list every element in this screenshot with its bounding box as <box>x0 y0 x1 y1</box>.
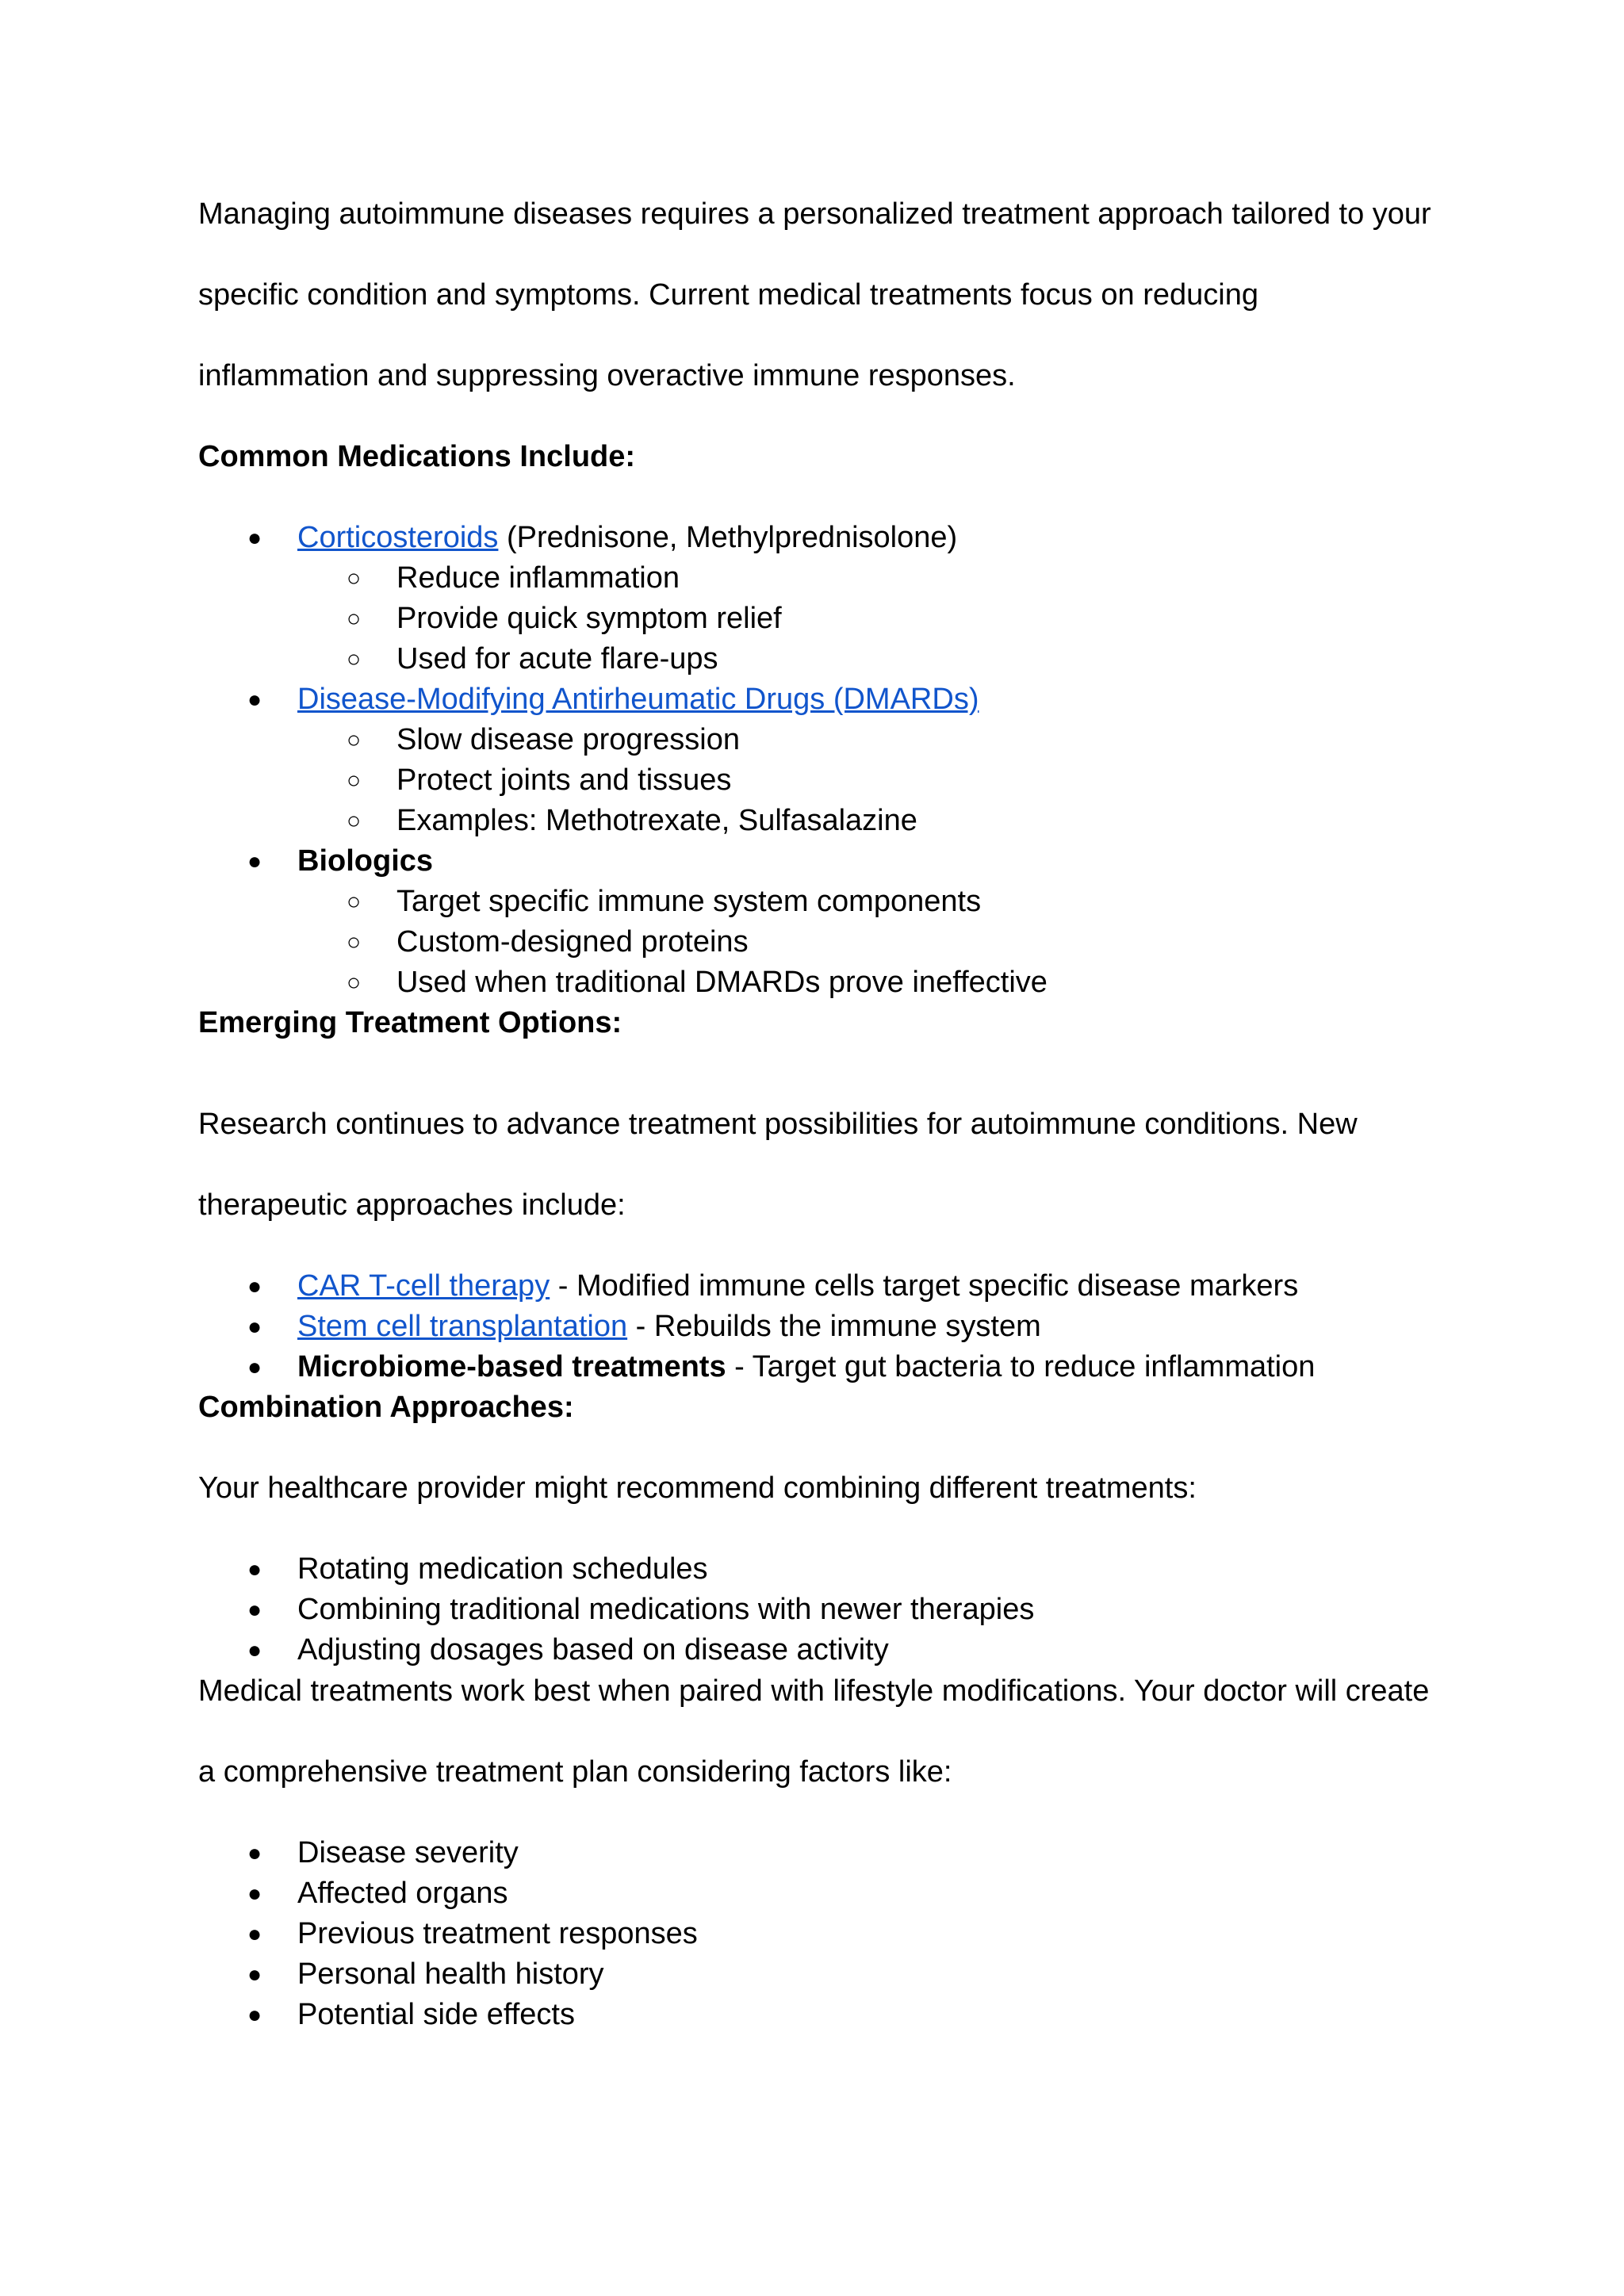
list-item-text: Disease severity <box>297 1836 519 1869</box>
emerging-treatments-heading: Emerging Treatment Options: <box>198 1006 622 1039</box>
list-item <box>198 1954 1435 1995</box>
sub-list <box>297 882 1435 1003</box>
list-item-text: Previous treatment responses <box>297 1917 698 1950</box>
sub-list-item <box>297 882 1435 922</box>
list-item-text: Combining traditional medications with newer therapies <box>297 1593 1035 1626</box>
hollow-bullet-icon: ○ <box>347 970 362 996</box>
filled-bullet-icon: ● <box>247 1961 262 1988</box>
emerging-paragraph: Research continues to advance treatment possibilities for autoimmune conditions. New therapeutic approaches include: <box>198 1108 1358 1222</box>
filled-bullet-icon: ● <box>247 1637 262 1663</box>
hollow-bullet-icon: ○ <box>347 727 362 753</box>
hollow-bullet-icon: ○ <box>347 889 362 915</box>
list-item <box>198 1995 1435 2035</box>
hollow-bullet-icon: ○ <box>347 646 362 672</box>
list-item <box>198 1630 1435 1670</box>
list-item <box>198 1347 1435 1387</box>
list-item <box>198 1873 1435 1914</box>
biologics-label: Biologics <box>297 844 434 878</box>
filled-bullet-icon: ● <box>247 2002 262 2028</box>
list-item <box>198 1833 1435 1873</box>
sub-list <box>297 558 1435 679</box>
hollow-bullet-icon: ○ <box>347 565 362 591</box>
hollow-bullet-icon: ○ <box>347 808 362 834</box>
sub-list <box>297 720 1435 841</box>
dmards-link[interactable]: Disease-Modifying Antirheumatic Drugs (DMARDs) <box>297 683 979 716</box>
common-medications-heading: Common Medications Include: <box>198 440 636 473</box>
microbiome-treatments-label: Microbiome-based treatments <box>297 1350 726 1383</box>
list-item-text: (Prednisone, Methylprednisolone) <box>498 521 958 554</box>
hollow-bullet-icon: ○ <box>347 606 362 632</box>
list-item <box>198 1914 1435 1954</box>
sub-list-item-text: Examples: Methotrexate, Sulfasalazine <box>396 804 917 837</box>
list-item-text: - Rebuilds the immune system <box>627 1310 1041 1343</box>
list-item-text: - Modified immune cells target specific disease markers <box>550 1269 1299 1303</box>
sub-list-item-text: Provide quick symptom relief <box>396 602 782 635</box>
hollow-bullet-icon: ○ <box>347 767 362 794</box>
sub-list-item <box>297 639 1435 679</box>
hollow-bullet-icon: ○ <box>347 929 362 955</box>
list-item <box>198 841 1435 1003</box>
stem-cell-transplantation-link[interactable]: Stem cell transplantation <box>297 1310 628 1343</box>
sub-list-item-text: Reduce inflammation <box>396 561 680 595</box>
list-item <box>198 1266 1435 1307</box>
filled-bullet-icon: ● <box>247 1881 262 1907</box>
combination-paragraph: Your healthcare provider might recommend combining different treatments: <box>198 1471 1197 1505</box>
filled-bullet-icon: ● <box>247 1354 262 1380</box>
list-item <box>198 1549 1435 1590</box>
sub-list-item <box>297 760 1435 801</box>
list-item-text: Rotating medication schedules <box>297 1552 708 1586</box>
document-body <box>198 193 1435 2035</box>
filled-bullet-icon: ● <box>247 1597 262 1623</box>
sub-list-item <box>297 962 1435 1003</box>
list-item-text: - Target gut bacteria to reduce inflammation <box>726 1350 1316 1383</box>
filled-bullet-icon: ● <box>247 687 262 713</box>
sub-list-item-text: Used when traditional DMARDs prove ineffective <box>396 966 1048 999</box>
list-item-text: Personal health history <box>297 1957 604 1991</box>
filled-bullet-icon: ● <box>247 1556 262 1582</box>
combination-approaches-heading: Combination Approaches: <box>198 1391 574 1424</box>
sub-list-item <box>297 801 1435 841</box>
filled-bullet-icon: ● <box>247 525 262 551</box>
list-item <box>198 679 1435 841</box>
list-item-text: Potential side effects <box>297 1998 575 2031</box>
sub-list-item <box>297 922 1435 962</box>
list-item-text: Adjusting dosages based on disease activity <box>297 1633 889 1667</box>
filled-bullet-icon: ● <box>247 1314 262 1340</box>
corticosteroids-link[interactable]: Corticosteroids <box>297 521 499 554</box>
closing-paragraph: Medical treatments work best when paired with lifestyle modifications. Your doctor will create a comprehensive treatment plan considering factors like: <box>198 1674 1430 1789</box>
list-item <box>198 518 1435 679</box>
sub-list-item-text: Protect joints and tissues <box>396 763 732 797</box>
sub-list-item <box>297 720 1435 760</box>
filled-bullet-icon: ● <box>247 1921 262 1947</box>
filled-bullet-icon: ● <box>247 1273 262 1299</box>
list-item <box>198 1590 1435 1630</box>
factors-list <box>198 1833 1435 2035</box>
sub-list-item <box>297 599 1435 639</box>
list-item-text: Affected organs <box>297 1877 508 1910</box>
sub-list-item <box>297 558 1435 599</box>
sub-list-item-text: Slow disease progression <box>396 723 741 756</box>
sub-list-item-text: Used for acute flare-ups <box>396 642 718 675</box>
combination-list <box>198 1549 1435 1670</box>
sub-list-item-text: Target specific immune system components <box>396 885 982 918</box>
common-medications-list <box>198 518 1435 1003</box>
car-t-cell-therapy-link[interactable]: CAR T-cell therapy <box>297 1269 550 1303</box>
sub-list-item-text: Custom-designed proteins <box>396 925 749 959</box>
list-item <box>198 1307 1435 1347</box>
emerging-treatments-list <box>198 1266 1435 1387</box>
intro-paragraph: Managing autoimmune diseases requires a personalized treatment approach tailored to your specific condition and symptoms. Current medical treatments focus on reducing inflammation and suppressing overactive immune responses. <box>198 197 1431 392</box>
filled-bullet-icon: ● <box>247 1840 262 1866</box>
filled-bullet-icon: ● <box>247 848 262 874</box>
